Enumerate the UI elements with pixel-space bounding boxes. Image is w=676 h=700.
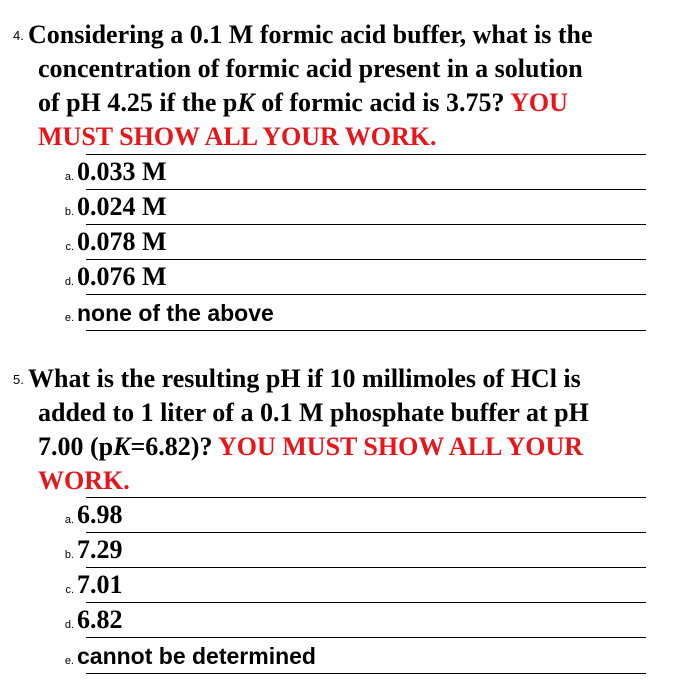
- option-text: 7.01: [77, 570, 123, 599]
- answer-option-a[interactable]: [0, 155, 676, 189]
- question-line: added to 1 liter of a 0.1 M phosphate buffer at pH: [38, 398, 589, 427]
- answer-option-b[interactable]: [0, 190, 676, 224]
- show-work-warning: WORK.: [38, 466, 130, 495]
- option-text: 0.033 M: [77, 157, 167, 186]
- question-line: concentration of formic acid present in a solution: [38, 54, 583, 83]
- option-letter: d.: [64, 619, 74, 631]
- option-letter: d.: [64, 276, 74, 288]
- question-line-part: 7.00 (p: [38, 432, 114, 461]
- question-line: What is the resulting pH if 10 millimoles of HCl is: [28, 364, 581, 393]
- option-text: cannot be determined: [77, 643, 316, 669]
- question-line: [38, 86, 648, 120]
- option-text: 0.078 M: [77, 227, 167, 256]
- option-text: 0.076 M: [77, 262, 167, 291]
- option-text: 0.024 M: [77, 192, 167, 221]
- option-letter: e.: [64, 655, 74, 667]
- answer-rule: [86, 294, 646, 295]
- question-text: [28, 18, 648, 154]
- option-text: 6.98: [77, 500, 123, 529]
- question-line-part: of pH 4.25 if the p: [38, 88, 238, 117]
- question-line-part: =6.82)?: [130, 432, 218, 461]
- answer-option-c[interactable]: [0, 568, 676, 602]
- option-letter: b.: [64, 206, 74, 218]
- show-work-warning: YOU MUST SHOW ALL YOUR: [217, 432, 584, 461]
- show-work-warning: MUST SHOW ALL YOUR WORK.: [38, 122, 437, 151]
- answer-rule: [86, 330, 646, 331]
- option-letter: a.: [64, 514, 74, 526]
- question-line-part: of formic acid is 3.75?: [254, 88, 511, 117]
- answer-option-b[interactable]: [0, 533, 676, 567]
- answer-option-c[interactable]: [0, 225, 676, 259]
- question-line: [38, 430, 648, 464]
- option-text: none of the above: [77, 300, 274, 326]
- answer-rule: [86, 673, 646, 674]
- question-number: 5.: [13, 372, 24, 387]
- question-number: 4.: [13, 28, 24, 43]
- answer-option-e[interactable]: [0, 639, 676, 673]
- question-text: [28, 362, 648, 498]
- option-letter: b.: [64, 549, 74, 561]
- option-letter: e.: [64, 312, 74, 324]
- option-text: 7.29: [77, 535, 123, 564]
- option-letter: c.: [65, 241, 74, 253]
- answer-option-d[interactable]: [0, 603, 676, 637]
- answer-option-e[interactable]: [0, 296, 676, 330]
- answer-rule: [86, 637, 646, 638]
- option-letter: a.: [64, 171, 74, 183]
- italic-k: K: [113, 432, 131, 461]
- option-letter: c.: [65, 584, 74, 596]
- option-text: 6.82: [77, 605, 123, 634]
- show-work-warning: YOU: [510, 88, 568, 117]
- question-line: Considering a 0.1 M formic acid buffer, what is the: [28, 20, 593, 49]
- italic-k: K: [237, 88, 255, 117]
- answer-option-a[interactable]: [0, 498, 676, 532]
- answer-option-d[interactable]: [0, 260, 676, 294]
